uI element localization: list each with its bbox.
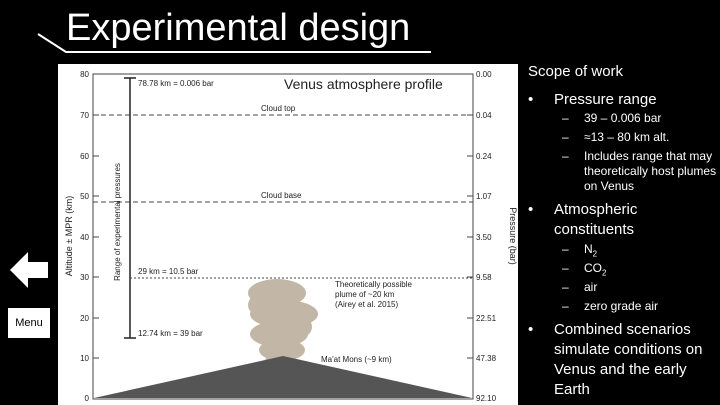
sub-bullet-text: air	[584, 280, 598, 294]
dash-marker: –	[562, 261, 569, 275]
right-tick-label: 92.10	[476, 394, 497, 403]
cloud-top-label: Cloud top	[261, 104, 296, 113]
plume-note-line: (Airey et al. 2015)	[335, 300, 399, 309]
right-tick-label: 47.38	[476, 354, 497, 363]
slide-title: Experimental design	[66, 7, 411, 49]
right-axis-label: Pressure (bar)	[508, 207, 518, 265]
bullet-text: Combined scenarios simulate conditions on Venus and the early Earth	[554, 321, 703, 398]
co2-subscript: 2	[602, 268, 607, 278]
plume-note-line: plume of ~20 km	[335, 290, 395, 299]
n2-subscript: 2	[592, 249, 598, 259]
right-tick-label: 9.58	[476, 273, 492, 282]
right-tick-label: 0.24	[476, 152, 492, 161]
right-tick-label: 1.07	[476, 192, 492, 201]
scope-of-work-panel	[528, 62, 720, 398]
venus-profile-diagram	[58, 64, 518, 405]
left-tick-label: 0	[84, 394, 89, 403]
bottom-limit-label: 12.74 km = 39 bar	[138, 329, 203, 338]
left-tick-label: 40	[80, 233, 89, 242]
sub-bullet-text: Includes range that may theoretically host plumes on Venus	[584, 149, 717, 193]
dash-marker: –	[562, 242, 569, 256]
sub-bullet-text	[584, 261, 720, 280]
scope-heading: Scope of work	[528, 63, 624, 80]
right-tick-label: 22.51	[476, 314, 497, 323]
right-tick-label: 0.00	[476, 70, 492, 79]
bullet-text: Pressure range	[554, 91, 657, 108]
right-tick-label: 3.50	[476, 233, 492, 242]
range-label: Range of experimental pressures	[113, 163, 122, 281]
right-tick-label: 0.04	[476, 111, 492, 120]
cloud-base-label: Cloud base	[261, 191, 302, 200]
left-tick-label: 60	[80, 152, 89, 161]
left-tick-label: 30	[80, 273, 89, 282]
sub-bullet-text	[584, 242, 720, 261]
mountain-label: Ma'at Mons (~9 km)	[321, 355, 392, 364]
left-axis-label: Altitude ± MPR (km)	[64, 195, 74, 277]
sub-bullet-text: 39 – 0.006 bar	[584, 111, 662, 125]
dash-marker: –	[562, 280, 569, 294]
bullet-marker: •	[528, 201, 534, 218]
left-tick-label: 10	[80, 354, 89, 363]
sub-bullet-text: ≈13 – 80 km alt.	[584, 130, 670, 144]
dash-marker: –	[562, 299, 569, 313]
sub-bullet-text: zero grade air	[584, 299, 659, 313]
left-tick-label: 50	[80, 192, 89, 201]
dash-marker: –	[562, 130, 569, 144]
left-tick-label: 80	[80, 70, 89, 79]
venus-profile-figure	[58, 64, 518, 405]
mid-limit-label: 29 km = 10.5 bar	[138, 267, 199, 276]
n2-text: N	[584, 242, 593, 256]
dash-marker: –	[562, 111, 569, 125]
dash-marker: –	[562, 149, 569, 163]
back-arrow-icon[interactable]	[8, 250, 50, 290]
plume-note-line: Theoretically possible	[335, 280, 412, 289]
bullet-marker: •	[528, 91, 534, 108]
bullet-marker: •	[528, 321, 534, 338]
co2-text: CO	[584, 261, 602, 275]
left-tick-label: 20	[80, 314, 89, 323]
bullet-text: Atmospheric constituents	[554, 201, 638, 238]
menu-button[interactable]: Menu	[8, 308, 50, 338]
figure-title: Venus atmosphere profile	[284, 76, 443, 92]
left-tick-label: 70	[80, 111, 89, 120]
top-limit-label: 78.78 km = 0.006 bar	[138, 79, 214, 88]
